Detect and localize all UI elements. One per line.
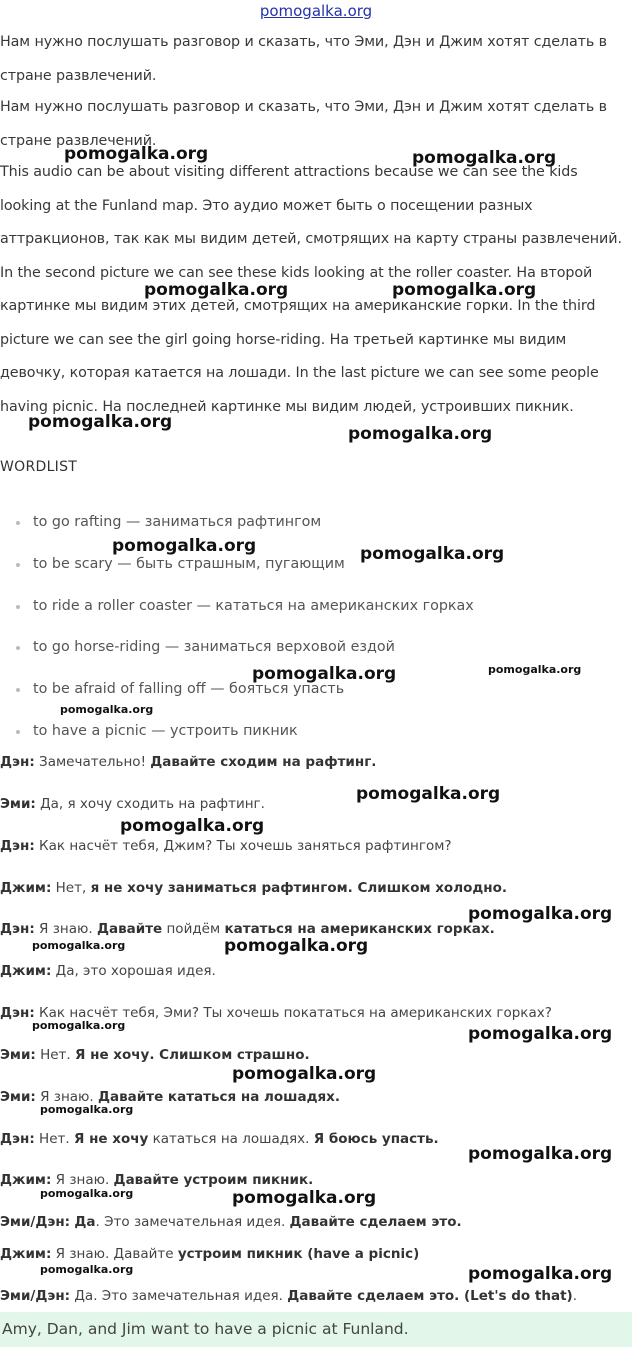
bullet-icon <box>16 646 20 650</box>
watermark: pomogalka.org <box>32 939 126 952</box>
line-text: Я знаю. Давайте <box>51 1246 178 1262</box>
speaker: Дэн: <box>0 1131 35 1147</box>
line-text: . Это замечательная идея. <box>95 1214 290 1230</box>
line-bold: Давайте <box>96 921 163 937</box>
watermark: pomogalka.org <box>468 1264 613 1284</box>
site-header-link[interactable]: pomogalka.org <box>259 2 373 20</box>
wordlist-item-text: to be scary — быть страшным, пугающим <box>33 555 345 572</box>
speaker: Эми: <box>0 1047 36 1063</box>
dialogue-line <box>0 1288 632 1304</box>
watermark: pomogalka.org <box>120 816 265 836</box>
wordlist-item-text: to have a picnic — устроить пикник <box>33 722 298 739</box>
line-bold: Давайте кататься на лошадях. <box>98 1089 341 1105</box>
watermark: pomogalka.org <box>40 1103 134 1116</box>
wordlist-item <box>0 714 632 744</box>
line-bold: я не хочу заниматься рафтингом. Слишком холодно. <box>90 880 507 896</box>
watermark: pomogalka.org <box>392 280 537 300</box>
wordlist-item <box>0 589 632 631</box>
watermark: pomogalka.org <box>40 1187 134 1200</box>
watermark: pomogalka.org <box>348 424 493 444</box>
picture-description-paragraph: This audio can be about visiting different attractions because we can see the kids looking at the Funland map. Это аудио может быть о посещении разных аттракционов, так как мы видим детей, смотрящих на карту страны развлечений. In the second picture we can see these kids looking at the roller coaster. На второй картинке мы видим этих детей, смотрящих на американские горки. In the third picture we can see the girl going horse-riding. На третьей картинке мы видим девочку, которая катается на лошади. In the last picture we can see some people having picnic. На последней картинке мы видим людей, устроивших пикник. <box>0 164 622 415</box>
line-text: пойдём <box>162 921 225 937</box>
line-bold: Давайте сделаем это. (Let's do that) <box>287 1288 573 1304</box>
line-text: Да, это хорошая идея. <box>51 963 216 979</box>
dialogue-line <box>0 838 632 854</box>
dialogue-line <box>0 880 632 896</box>
watermark: pomogalka.org <box>224 936 369 956</box>
watermark: pomogalka.org <box>468 1144 613 1164</box>
watermark: pomogalka.org <box>252 664 397 684</box>
wordlist-item-text: to go horse-riding — заниматься верховой ездой <box>33 639 395 656</box>
watermark: pomogalka.org <box>412 148 557 168</box>
dialogue-line <box>0 1214 632 1230</box>
line-text: Я знаю. <box>35 1089 98 1105</box>
speaker: Джим: <box>0 1246 52 1262</box>
answer-box: Amy, Dan, and Jim want to have a picnic at Funland. <box>0 1312 632 1347</box>
line-text: Замечательно! <box>34 754 151 770</box>
watermark: pomogalka.org <box>60 703 154 716</box>
bullet-icon <box>16 730 20 734</box>
line-text: Да, я хочу сходить на рафтинг. <box>35 796 265 812</box>
intro-paragraph-ru-repeat: Нам нужно послушать разговор и сказать, что Эми, Дэн и Джим хотят сделать в стране развлечений. <box>0 99 607 149</box>
speaker: Джим: <box>0 963 52 979</box>
line-text: Я знаю. <box>51 1172 114 1188</box>
line-text: Нет. <box>34 1131 74 1147</box>
speaker: Джим: <box>0 880 52 896</box>
watermark: pomogalka.org <box>64 144 209 164</box>
speaker: Дэн: <box>0 1005 35 1021</box>
line-bold: Да <box>74 1214 96 1230</box>
line-bold: Я не хочу <box>73 1131 149 1147</box>
wordlist-item-text: to go rafting — заниматься рафтингом <box>33 514 322 530</box>
watermark: pomogalka.org <box>32 1019 126 1032</box>
wordlist-heading: WORDLIST <box>0 459 78 475</box>
line-text: . <box>572 1288 577 1304</box>
watermark: pomogalka.org <box>232 1188 377 1208</box>
line-bold: Давайте сделаем это. <box>289 1214 462 1230</box>
speaker: Дэн: <box>0 838 35 854</box>
line-text: Нет, <box>51 880 91 896</box>
line-bold: Я не хочу. Слишком страшно. <box>75 1047 310 1063</box>
wordlist-item <box>0 505 632 547</box>
line-text: Как насчёт тебя, Эми? Ты хочешь покататься на американских горках? <box>34 1005 552 1021</box>
dialogue-line <box>0 1172 632 1188</box>
speaker: Дэн: <box>0 921 35 937</box>
speaker: Эми: <box>0 796 36 812</box>
speaker: Эми/Дэн: <box>0 1214 71 1230</box>
bullet-icon <box>16 688 20 692</box>
watermark: pomogalka.org <box>40 1263 134 1276</box>
speaker: Дэн: <box>0 754 35 770</box>
line-text: Да. Это замечательная идея. <box>70 1288 288 1304</box>
dialogue-line <box>0 1246 632 1262</box>
watermark: pomogalka.org <box>112 536 257 556</box>
line-bold: Я боюсь упасть. <box>313 1131 439 1147</box>
watermark: pomogalka.org <box>468 1024 613 1044</box>
wordlist-item-text: to be afraid of falling off — бояться упасть <box>33 681 345 698</box>
dialogue-line <box>0 754 632 770</box>
watermark: pomogalka.org <box>488 663 582 676</box>
watermark: pomogalka.org <box>356 784 501 804</box>
line-text: Нет. <box>35 1047 76 1063</box>
line-text: Я знаю. <box>34 921 97 937</box>
watermark: pomogalka.org <box>468 904 613 924</box>
bullet-icon <box>16 521 20 525</box>
watermark: pomogalka.org <box>28 412 173 432</box>
speaker: Джим: <box>0 1172 52 1188</box>
line-bold: Давайте устроим пикник. <box>113 1172 314 1188</box>
bullet-icon <box>16 605 20 609</box>
intro-paragraph-ru: Нам нужно послушать разговор и сказать, что Эми, Дэн и Джим хотят сделать в стране развлечений. <box>0 34 607 84</box>
wordlist-item-text: to ride a roller coaster — кататься на американских горках <box>33 597 474 614</box>
line-bold: кататься на американских горках. <box>224 921 495 937</box>
line-text: кататься на лошадях. <box>148 1131 314 1147</box>
watermark: pomogalka.org <box>232 1064 377 1084</box>
dialogue-line <box>0 1047 632 1063</box>
watermark: pomogalka.org <box>144 280 289 300</box>
wordlist-item <box>0 547 632 589</box>
watermark: pomogalka.org <box>360 544 505 564</box>
line-text: Как насчёт тебя, Джим? Ты хочешь заняться рафтингом? <box>34 838 452 854</box>
speaker: Эми: <box>0 1089 36 1105</box>
bullet-icon <box>16 563 20 567</box>
dialogue-line <box>0 963 632 979</box>
line-bold: устроим пикник (have a picnic) <box>177 1246 420 1262</box>
dialogue-line <box>0 796 632 812</box>
speaker: Эми/Дэн: <box>0 1288 71 1304</box>
line-bold: Давайте сходим на рафтинг. <box>150 754 377 770</box>
